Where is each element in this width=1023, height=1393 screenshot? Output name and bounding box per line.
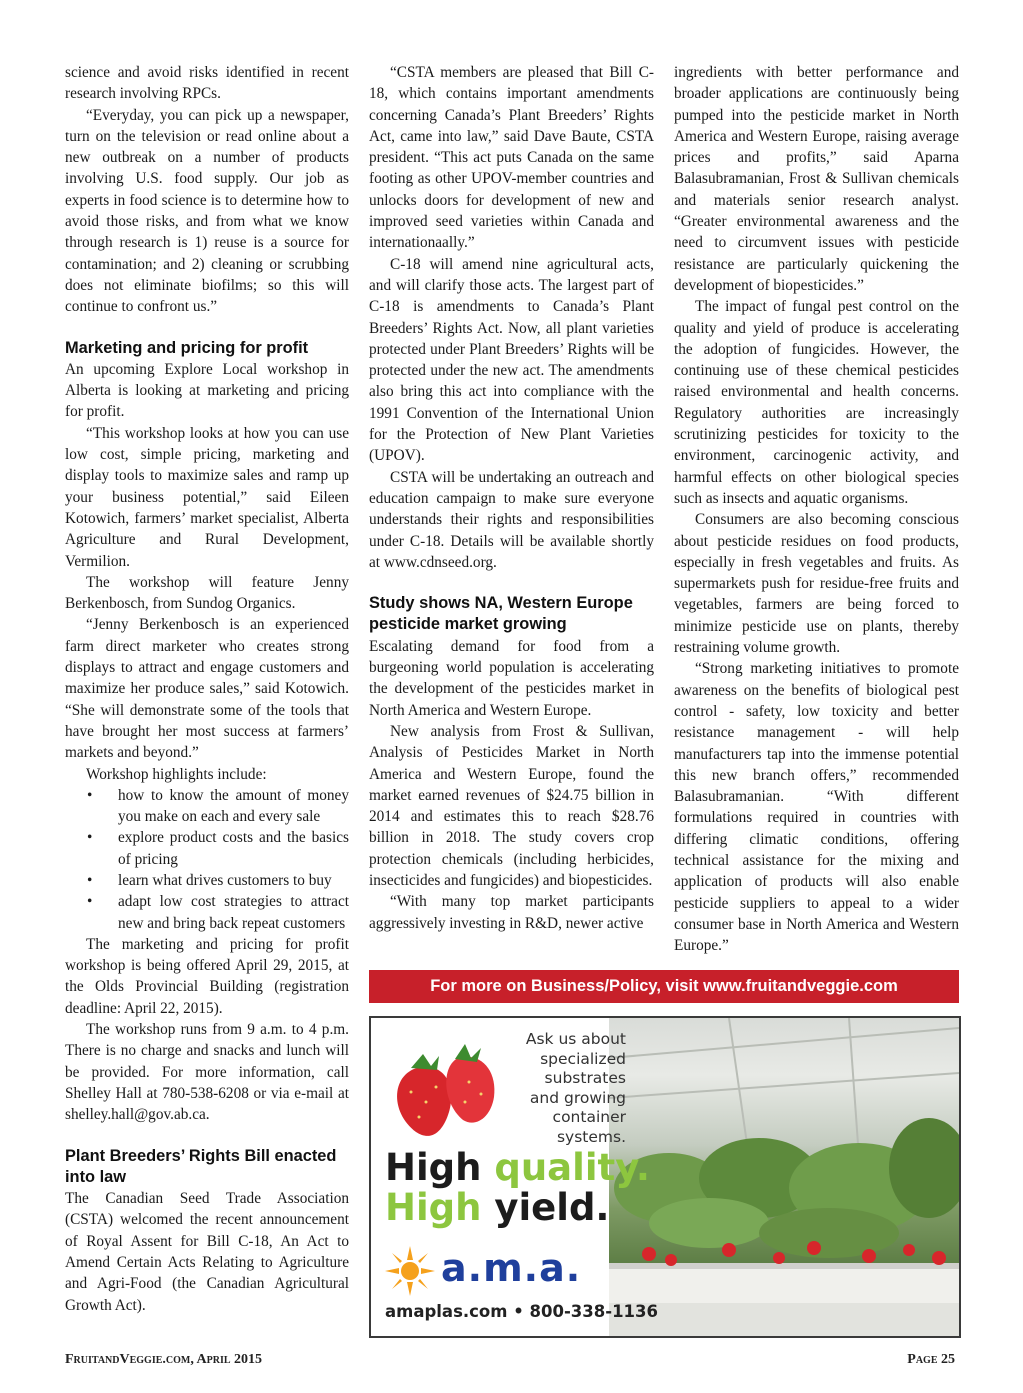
paragraph: Workshop highlights include: bbox=[86, 765, 267, 783]
sun-icon bbox=[385, 1246, 435, 1296]
paragraph: Escalating demand for food from a burgeoning world population is accelerating the development of the pesticides market in North America and Western Europe. bbox=[369, 637, 654, 719]
article-column-1 bbox=[65, 62, 349, 1316]
list-item bbox=[65, 891, 349, 934]
ad-tagline-line: container systems. bbox=[552, 1108, 626, 1146]
ad-headline-part: High bbox=[385, 1146, 495, 1189]
ama-logo: a.m.a. bbox=[441, 1246, 582, 1290]
section-heading-marketing: Marketing and pricing for profit bbox=[65, 338, 309, 357]
list-item bbox=[65, 870, 349, 891]
paragraph: “This workshop looks at how you can use low cost, simple pricing, marketing and display tools to maximize sales and ramp up your business potential,” said Eileen Kotowich, farmers’ market specialist, Alberta Agriculture and Rural Development, Vermilion. bbox=[65, 424, 349, 570]
more-info-banner[interactable]: For more on Business/Policy, visit www.fruitandveggie.com bbox=[369, 970, 959, 1003]
list-item bbox=[65, 785, 349, 828]
paragraph: The workshop will feature Jenny Berkenbosch, from Sundog Organics. bbox=[65, 573, 349, 613]
ad-tagline bbox=[491, 1030, 626, 1147]
ad-tagline-line: specialized bbox=[540, 1049, 626, 1068]
bullet-icon: • bbox=[87, 786, 93, 804]
paragraph: An upcoming Explore Local workshop in Alberta is looking at marketing and pricing for profit. bbox=[65, 360, 349, 421]
paragraph: “CSTA members are pleased that Bill C-18, which contains important amendments concerning Canada’s Plant Breeders’ Rights Act, came into law,” said Dave Baute, CSTA president. “This act puts Canada on the same footing as other UPOV-member countries and unlocks doors for development of new and improved seed varieties within Canada and internationaally.” bbox=[369, 64, 654, 252]
highlights-list bbox=[65, 785, 349, 934]
ad-tagline-line: Ask us about bbox=[525, 1030, 626, 1048]
ad-contact-info[interactable]: amaplas.com • 800-338-1136 bbox=[385, 1302, 658, 1321]
paragraph: New analysis from Frost & Sullivan, Analysis of Pesticides Market in North America and Western Europe, found the market earned revenues of $24.75 billion in 2014 and estimates this to reach $28.76 billion in 2018. The study covers crop protection chemicals (including herbicides, insecticides and fungicides) and biopesticides. bbox=[369, 722, 654, 889]
section-heading-study: Study shows NA, Western Europe pesticide market growing bbox=[369, 594, 633, 634]
paragraph: “Jenny Berkenbosch is an experienced farm direct marketer who creates strong displays to attract and engage customers and maximize her produce sales,” said Kotowich. “She will demonstrate some of the tools that have brought her most success at farmers’ markets and beyond.” bbox=[65, 616, 349, 762]
paragraph: The workshop runs from 9 a.m. to 4 p.m. There is no charge and snacks and lunch will be provided. For more information, call Shelley Hall at 780-538-6208 or via e-mail at shelley.hall@gov.ab.ca. bbox=[65, 1021, 349, 1124]
paragraph: science and avoid risks identified in recent research involving RPCs. bbox=[65, 64, 349, 103]
paragraph: “Strong marketing initiatives to promote awareness on the benefits of biological pest control - safety, low toxicity and better resistance management - will help manufacturers tap into the immense potential this new branch offers,” recommended Balasubramanian. “With different formulations required in countries with differing climatic conditions, offering technical assistance for the mixing and application of products will also enable pesticide suppliers to appeal to a wider consumer base in North America and Western Europe.” bbox=[674, 660, 959, 955]
bullet-icon: • bbox=[87, 871, 93, 889]
list-item-text: explore product costs and the basics of pricing bbox=[118, 829, 349, 868]
article-column-3 bbox=[674, 62, 959, 956]
bullet-icon: • bbox=[87, 893, 93, 911]
paragraph: C-18 will amend nine agricultural acts, and will clarify those acts. The largest part of C-18 is amendments to Canada’s Plant Breeders’ Rights Act. Now, all plant varieties protected under Plant Breeders’ Rights will be protected under the new act. The amendments also bring this act into compliance with the 1991 Convention of the International Union for the Protection of New Plant Varieties (UPOV). bbox=[369, 255, 654, 465]
ad-headline-quality bbox=[385, 1148, 650, 1188]
footer-publication: FruitandVeggie.com, April 2015 bbox=[65, 1352, 263, 1367]
page-number: Page 25 bbox=[907, 1352, 955, 1367]
paragraph: “With many top market participants aggressively investing in R&D, newer active bbox=[369, 893, 654, 932]
strawberry-plants-photo bbox=[609, 1018, 959, 1336]
list-item bbox=[65, 827, 349, 870]
paragraph: The Canadian Seed Trade Association (CSTA) welcomed the recent announcement of Royal Assent for Bill C-18, An Act to Amend Certain Acts Relating to Agriculture and Agri-Food (the Canadian Agricultural Growth Act). bbox=[65, 1190, 349, 1314]
ad-tagline-line: and growing bbox=[529, 1088, 626, 1107]
paragraph: CSTA will be undertaking an outreach and education campaign to make sure everyone understands their rights and responsibilities under C-18. Details will be available shortly at www.cdnseed.org. bbox=[369, 468, 654, 571]
ad-headline-part: High bbox=[385, 1186, 495, 1229]
paragraph: “Everyday, you can pick up a newspaper, turn on the television or read online about a new outbreak on a number of products involving U.S. food supply. Our job as experts in food science is to determine how to avoid those risks, and from what we know through research is 1) reuse is a source for contamination; and 2) cleaning or scrubbing does not eliminate biofilms; so this will continue to confront us.” bbox=[65, 106, 349, 316]
paragraph: The impact of fungal pest control on the quality and yield of produce is accelerating the adoption of fungicides. However, the continuing use of these chemical pesticides raised environmental and health concerns. Regulatory authorities are increasingly scrutinizing pesticides for toxicity to the environment, carcinogenic activity, and harmful effects on other biological species such as insects and aquatic organisms. bbox=[674, 298, 959, 507]
ad-headline-part: yield. bbox=[494, 1186, 610, 1229]
article-column-2 bbox=[369, 62, 654, 934]
ad-headline-part: quality. bbox=[494, 1146, 650, 1189]
greenhouse-plants-image bbox=[609, 1018, 959, 1336]
list-item-text: learn what drives customers to buy bbox=[118, 871, 332, 889]
ad-tagline-line: substrates bbox=[544, 1069, 626, 1087]
advertisement[interactable] bbox=[369, 1016, 961, 1338]
paragraph: ingredients with better performance and broader applications are continuously being pumped into the pesticide market in North America and Western Europe, raising average prices and profits,” said Aparna Balasubramanian, Frost & Sullivan chemicals and materials senior research analyst. “Greater environmental awareness and the need to circumvent issues with pesticide resistance are particularly quickening the development of biopesticides.” bbox=[674, 64, 959, 294]
ad-headline-yield bbox=[385, 1188, 609, 1228]
list-item-text: adapt low cost strategies to attract new and bring back repeat customers bbox=[118, 893, 349, 932]
paragraph: The marketing and pricing for profit workshop is being offered April 29, 2015, at the Olds Provincial Building (registration deadline: April 22, 2015). bbox=[65, 935, 349, 1017]
list-item-text: how to know the amount of money you make on each and every sale bbox=[118, 786, 349, 826]
bullet-icon: • bbox=[87, 829, 93, 847]
section-heading-breeders: Plant Breeders’ Rights Bill enacted into law bbox=[65, 1146, 337, 1186]
paragraph: Consumers are also becoming conscious about pesticide residues on food products, especially in fresh vegetables and fruits. As supermarkets push for residue-free fruits and vegetables, farmers are being forced to minimize pesticide use on plants, thereby restraining volume growth. bbox=[674, 511, 959, 657]
